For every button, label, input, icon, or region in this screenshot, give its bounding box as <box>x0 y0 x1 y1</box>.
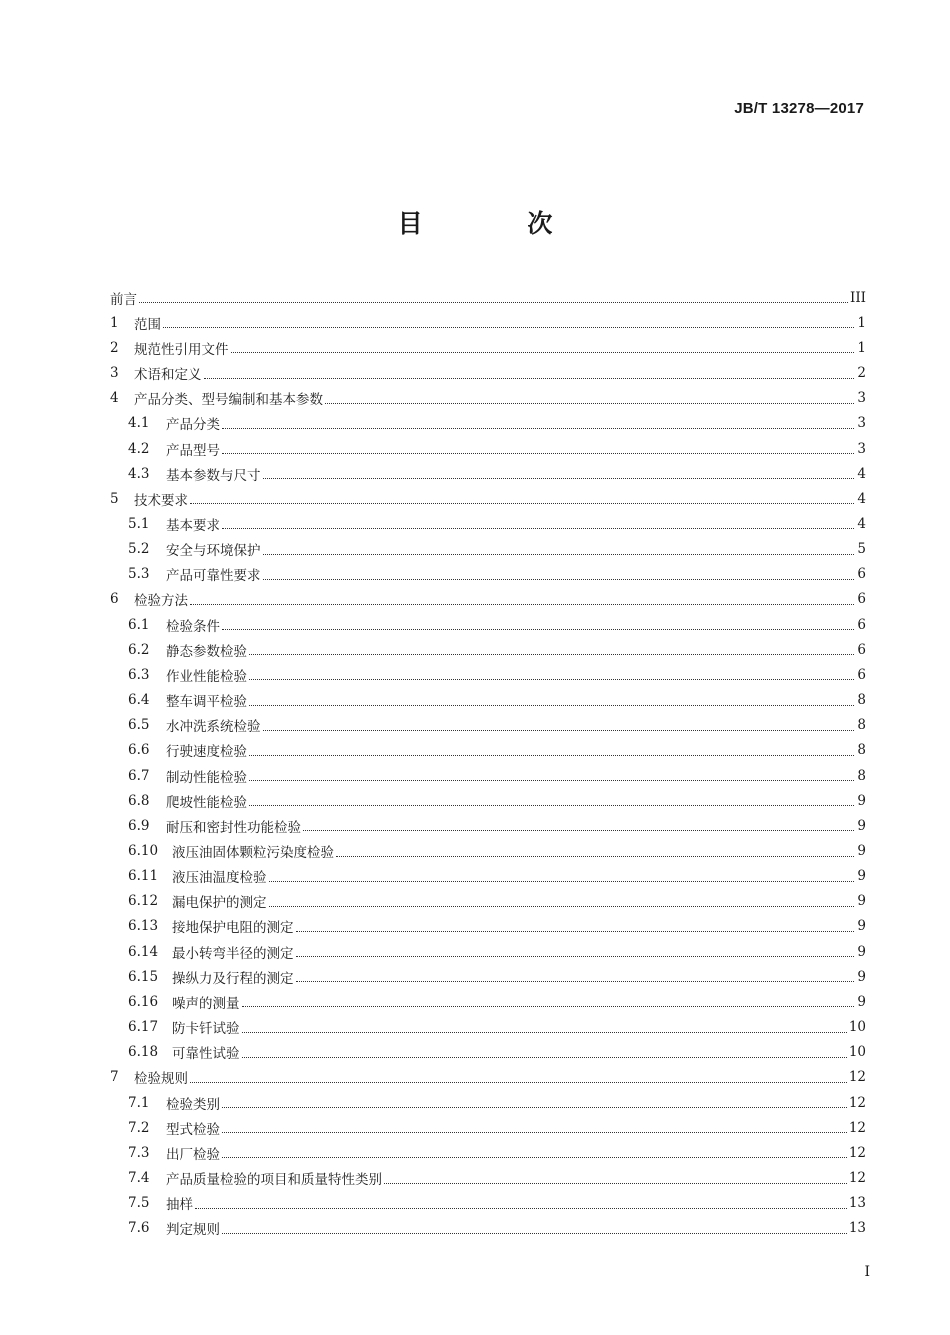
toc-entry-number: 6.13 <box>128 918 159 935</box>
toc-leader-dots <box>249 755 854 756</box>
toc-entry[interactable] <box>110 411 866 436</box>
toc-entry-page: 10 <box>848 1044 866 1061</box>
toc-leader-dots <box>190 604 854 605</box>
toc-leader-dots <box>263 554 855 555</box>
toc-entry-title: 出厂检验 <box>166 1146 220 1163</box>
toc-entry[interactable] <box>110 914 866 939</box>
toc-entry-title: 漏电保护的测定 <box>172 895 267 912</box>
toc-entry[interactable] <box>110 889 866 914</box>
toc-entry-title: 静态参数检验 <box>166 643 247 660</box>
toc-entry[interactable] <box>110 562 866 587</box>
toc-entry[interactable] <box>110 612 866 637</box>
toc-entry[interactable] <box>110 360 866 385</box>
toc-entry-title: 可靠性试验 <box>172 1046 240 1063</box>
toc-entry[interactable] <box>110 813 866 838</box>
toc-entry-number: 6.8 <box>128 792 150 809</box>
toc-entry-number: 6.14 <box>128 943 159 960</box>
toc-entry[interactable] <box>110 838 866 863</box>
toc-entry-page: 1 <box>857 339 866 356</box>
toc-entry-page: 10 <box>848 1019 866 1036</box>
toc-entry-number: 3 <box>110 365 119 382</box>
toc-entry-page: 13 <box>848 1220 866 1237</box>
toc-entry[interactable] <box>110 1115 866 1140</box>
toc-leader-dots <box>249 780 854 781</box>
toc-entry[interactable] <box>110 788 866 813</box>
toc-entry-number: 6.7 <box>128 767 150 784</box>
toc-leader-dots <box>242 1032 847 1033</box>
toc-leader-dots <box>222 1132 847 1133</box>
toc-entry-title: 接地保护电阻的测定 <box>172 920 294 937</box>
toc-entry-page: 13 <box>848 1195 866 1212</box>
toc-leader-dots <box>222 1107 847 1108</box>
toc-entry-page: 5 <box>857 541 866 558</box>
toc-entry-number: 6.6 <box>128 742 150 759</box>
toc-leader-dots <box>163 327 854 328</box>
toc-entry-number: 6.5 <box>128 717 150 734</box>
toc-entry-page: 9 <box>857 792 866 809</box>
toc-entry[interactable] <box>110 637 866 662</box>
toc-leader-dots <box>296 931 855 932</box>
toc-entry[interactable] <box>110 713 866 738</box>
toc-leader-dots <box>336 856 854 857</box>
toc-entry-number: 7.5 <box>128 1195 150 1212</box>
toc-entry-title: 型式检验 <box>166 1121 220 1138</box>
toc-leader-dots <box>296 956 855 957</box>
toc-leader-dots <box>296 981 855 982</box>
toc-entry-page: 6 <box>857 616 866 633</box>
toc-entry[interactable] <box>110 964 866 989</box>
toc-entry-title: 制动性能检验 <box>166 769 247 786</box>
toc-entry[interactable] <box>110 1216 866 1241</box>
toc-entry-page: 3 <box>857 415 866 432</box>
toc-leader-dots <box>242 1057 847 1058</box>
toc-entry-page: 3 <box>857 440 866 457</box>
toc-entry-title: 水冲洗系统检验 <box>166 719 261 736</box>
toc-leader-dots <box>231 352 855 353</box>
toc-entry[interactable] <box>110 285 866 310</box>
toc-entry-number: 6.1 <box>128 616 150 633</box>
toc-entry[interactable] <box>110 989 866 1014</box>
toc-entry-number: 7.4 <box>128 1170 150 1187</box>
toc-entry-number: 7.3 <box>128 1144 150 1161</box>
toc-entry-page: 9 <box>857 993 866 1010</box>
toc-entry-number: 2 <box>110 339 119 356</box>
toc-entry[interactable] <box>110 1140 866 1165</box>
toc-leader-dots <box>263 730 855 731</box>
toc-entry-title: 规范性引用文件 <box>134 341 229 358</box>
toc-entry-number: 6.12 <box>128 893 159 910</box>
toc-leader-dots <box>249 679 854 680</box>
toc-leader-dots <box>303 830 854 831</box>
toc-entry-title: 前言 <box>110 291 137 308</box>
toc-entry[interactable] <box>110 486 866 511</box>
toc-leader-dots <box>249 654 854 655</box>
toc-entry[interactable] <box>110 738 866 763</box>
toc-entry-page: 9 <box>857 843 866 860</box>
toc-entry-title: 液压油固体颗粒污染度检验 <box>172 845 334 862</box>
standard-code: JB/T 13278—2017 <box>734 100 864 117</box>
toc-entry[interactable] <box>110 939 866 964</box>
toc-entry-number: 7.6 <box>128 1220 150 1237</box>
toc-entry-number: 1 <box>110 314 119 331</box>
toc-entry-page: 9 <box>857 893 866 910</box>
toc-entry-title: 操纵力及行程的测定 <box>172 970 294 987</box>
toc-entry-page: 9 <box>857 918 866 935</box>
toc-entry-number: 6.3 <box>128 666 150 683</box>
toc-leader-dots <box>195 1208 847 1209</box>
toc-entry-number: 6.10 <box>128 843 159 860</box>
toc-entry-number: 4.3 <box>128 465 150 482</box>
toc-entry-number: 6.15 <box>128 968 159 985</box>
toc-entry-title: 抽样 <box>166 1197 193 1214</box>
toc-entry-title: 范围 <box>134 316 161 333</box>
toc-entry[interactable] <box>110 587 866 612</box>
toc-entry-title: 液压油温度检验 <box>172 870 267 887</box>
toc-entry[interactable] <box>110 1090 866 1115</box>
toc-entry[interactable] <box>110 461 866 486</box>
toc-entry-page: 1 <box>857 314 866 331</box>
toc-leader-dots <box>249 805 854 806</box>
toc-entry-number: 6.11 <box>128 868 159 885</box>
toc-leader-dots <box>139 302 848 303</box>
toc-entry-title: 作业性能检验 <box>166 668 247 685</box>
toc-entry-page: 6 <box>857 666 866 683</box>
toc-leader-dots <box>269 906 855 907</box>
toc-entry[interactable] <box>110 436 866 461</box>
toc-entry-title: 检验方法 <box>134 593 188 610</box>
toc-entry-page: 12 <box>848 1069 866 1086</box>
toc-leader-dots <box>222 1157 847 1158</box>
toc-entry-page: 8 <box>857 717 866 734</box>
toc-leader-dots <box>249 705 854 706</box>
toc-entry-number: 6.4 <box>128 692 150 709</box>
toc-entry-title: 产品分类、型号编制和基本参数 <box>134 392 323 409</box>
toc-entry-title: 耐压和密封性功能检验 <box>166 819 301 836</box>
toc-entry-title: 安全与环境保护 <box>166 543 261 560</box>
toc-entry-title: 基本要求 <box>166 517 220 534</box>
toc-leader-dots <box>325 403 854 404</box>
toc-entry-number: 6 <box>110 591 119 608</box>
toc-entry-title: 检验规则 <box>134 1071 188 1088</box>
toc-entry-number: 7.2 <box>128 1119 150 1136</box>
toc-entry-title: 最小转弯半径的测定 <box>172 945 294 962</box>
toc-entry-title: 整车调平检验 <box>166 694 247 711</box>
toc-entry[interactable] <box>110 335 866 360</box>
table-of-contents <box>110 285 866 1241</box>
toc-entry-title: 判定规则 <box>166 1222 220 1239</box>
toc-entry-title: 术语和定义 <box>134 367 202 384</box>
toc-entry-title: 行驶速度检验 <box>166 744 247 761</box>
toc-leader-dots <box>222 428 854 429</box>
toc-leader-dots <box>269 881 855 882</box>
toc-entry-title: 检验条件 <box>166 618 220 635</box>
toc-entry[interactable] <box>110 1191 866 1216</box>
toc-entry-number: 7 <box>110 1069 119 1086</box>
toc-entry[interactable] <box>110 763 866 788</box>
toc-leader-dots <box>222 1233 847 1234</box>
toc-entry[interactable] <box>110 1040 866 1065</box>
toc-entry[interactable] <box>110 1065 866 1090</box>
toc-entry-number: 5.1 <box>128 515 150 532</box>
toc-leader-dots <box>384 1183 847 1184</box>
toc-entry-page: 9 <box>857 868 866 885</box>
toc-entry-number: 7.1 <box>128 1094 150 1111</box>
toc-leader-dots <box>190 503 854 504</box>
toc-leader-dots <box>222 528 854 529</box>
toc-entry-number: 4 <box>110 390 119 407</box>
toc-entry-title: 产品型号 <box>166 442 220 459</box>
toc-entry-number: 4.1 <box>128 415 150 432</box>
page-title: 目 次 <box>397 209 601 238</box>
toc-entry-page: 2 <box>857 365 866 382</box>
toc-entry-page: 6 <box>857 591 866 608</box>
toc-entry[interactable] <box>110 537 866 562</box>
toc-entry-page: 12 <box>848 1144 866 1161</box>
toc-entry-title: 产品分类 <box>166 417 220 434</box>
toc-entry[interactable] <box>110 1165 866 1190</box>
toc-entry-number: 5.2 <box>128 541 150 558</box>
toc-entry-page: 8 <box>857 767 866 784</box>
toc-leader-dots <box>263 478 855 479</box>
toc-entry-page: 3 <box>857 390 866 407</box>
toc-entry-number: 6.17 <box>128 1019 159 1036</box>
toc-leader-dots <box>242 1006 855 1007</box>
toc-entry[interactable] <box>110 662 866 687</box>
toc-entry-page: 9 <box>857 968 866 985</box>
toc-leader-dots <box>263 579 855 580</box>
toc-entry-title: 基本参数与尺寸 <box>166 467 261 484</box>
toc-entry[interactable] <box>110 511 866 536</box>
toc-leader-dots <box>222 453 854 454</box>
toc-entry-title: 产品质量检验的项目和质量特性类别 <box>166 1172 382 1189</box>
toc-entry-title: 爬坡性能检验 <box>166 794 247 811</box>
toc-entry-title: 检验类别 <box>166 1096 220 1113</box>
toc-entry-title: 产品可靠性要求 <box>166 568 261 585</box>
toc-leader-dots <box>222 629 854 630</box>
toc-leader-dots <box>190 1082 847 1083</box>
toc-entry-number: 6.2 <box>128 641 150 658</box>
toc-entry[interactable] <box>110 310 866 335</box>
toc-entry-number: 4.2 <box>128 440 150 457</box>
toc-entry-number: 6.18 <box>128 1044 159 1061</box>
toc-entry-page: 9 <box>857 817 866 834</box>
toc-entry[interactable] <box>110 688 866 713</box>
toc-entry-number: 6.16 <box>128 993 159 1010</box>
toc-entry-number: 6.9 <box>128 817 150 834</box>
toc-entry-number: 5.3 <box>128 566 150 583</box>
toc-entry-page: 12 <box>848 1094 866 1111</box>
toc-entry-page: 9 <box>857 943 866 960</box>
page-number: I <box>864 1264 870 1280</box>
toc-entry-page: 4 <box>857 515 866 532</box>
toc-entry-page: 12 <box>848 1119 866 1136</box>
toc-entry-page: 8 <box>857 692 866 709</box>
toc-entry[interactable] <box>110 1015 866 1040</box>
toc-entry[interactable] <box>110 386 866 411</box>
toc-entry-page: 12 <box>848 1170 866 1187</box>
toc-entry-title: 防卡钎试验 <box>172 1021 240 1038</box>
toc-entry-title: 技术要求 <box>134 492 188 509</box>
toc-entry-page: III <box>850 289 866 306</box>
toc-entry[interactable] <box>110 864 866 889</box>
toc-entry-page: 4 <box>857 465 866 482</box>
toc-entry-page: 6 <box>857 641 866 658</box>
toc-entry-number: 5 <box>110 490 119 507</box>
toc-entry-page: 6 <box>857 566 866 583</box>
toc-entry-page: 8 <box>857 742 866 759</box>
toc-entry-page: 4 <box>857 490 866 507</box>
toc-leader-dots <box>204 378 855 379</box>
toc-entry-title: 噪声的测量 <box>172 995 240 1012</box>
